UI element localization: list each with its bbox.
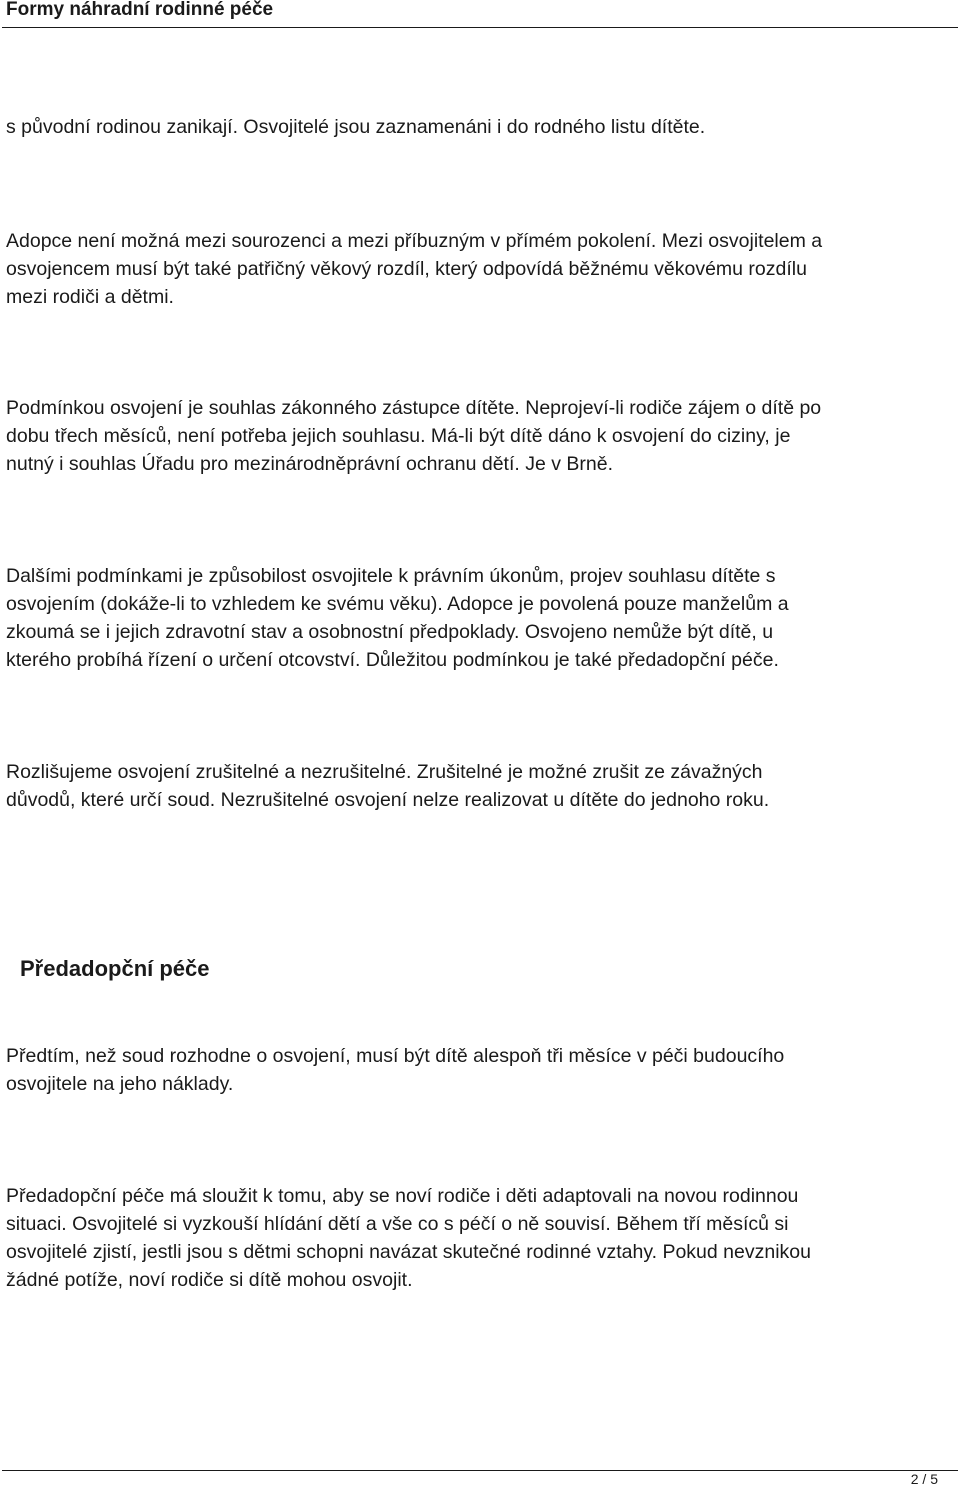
text-line: Podmínkou osvojení je souhlas zákonného zástupce dítěte. Neprojeví-li rodiče zájem o dítě po — [6, 397, 822, 419]
paragraph-consent-condition — [6, 394, 946, 478]
text-line: osvojením (dokáže-li to vzhledem ke svému věku). Adopce je povolená pouze manželům a — [6, 593, 789, 615]
paragraph-preadoption-purpose — [6, 1182, 946, 1294]
page-number: 2 / 5 — [910, 1471, 938, 1487]
text-line: žádné potíže, noví rodiče si dítě mohou osvojit. — [6, 1269, 413, 1291]
text-line: Dalšími podmínkami je způsobilost osvojitele k právním úkonům, projev souhlasu dítěte s — [6, 565, 776, 587]
text-line: Předadopční péče má sloužit k tomu, aby se noví rodiče i děti adaptovali na novou rodinnou — [6, 1185, 799, 1207]
paragraph-further-conditions — [6, 562, 946, 674]
text-line: dobu třech měsíců, není potřeba jejich souhlasu. Má-li být dítě dáno k osvojení do ciziny, je — [6, 425, 791, 447]
text-line: Adopce není možná mezi sourozenci a mezi příbuzným v přímém pokolení. Mezi osvojitelem a — [6, 230, 823, 252]
header-divider — [2, 27, 958, 28]
text-line: osvojitele na jeho náklady. — [6, 1073, 234, 1095]
text-line: zkoumá se i jejich zdravotní stav a osobnostní předpoklady. Osvojeno nemůže být dítě, u — [6, 621, 774, 643]
text-line: Rozlišujeme osvojení zrušitelné a nezrušitelné. Zrušitelné je možné zrušit ze závažných — [6, 761, 763, 783]
text-line: nutný i souhlas Úřadu pro mezinárodněprávní ochranu dětí. Je v Brně. — [6, 453, 614, 475]
paragraph-adoption-origin — [6, 113, 946, 141]
footer-divider — [2, 1470, 958, 1471]
text-line: s původní rodinou zanikají. Osvojitelé jsou zaznamenáni i do rodného listu dítěte. — [6, 116, 706, 138]
paragraph-adoption-limits — [6, 227, 946, 311]
text-line: osvojitelé zjistí, jestli jsou s dětmi schopni navázat skutečné rodinné vztahy. Pokud nevznikou — [6, 1241, 811, 1263]
section-heading: Předadopční péče — [20, 956, 210, 981]
text-line: mezi rodiči a dětmi. — [6, 286, 174, 308]
text-line: osvojencem musí být také patřičný věkový rozdíl, který odpovídá běžnému věkovému rozdílu — [6, 258, 807, 280]
text-line: důvodů, které určí soud. Nezrušitelné osvojení nelze realizovat u dítěte do jednoho roku. — [6, 789, 770, 811]
paragraph-preadoption-duration — [6, 1042, 946, 1098]
text-line: kterého probíhá řízení o určení otcovství. Důležitou podmínkou je také předadopční péče. — [6, 649, 779, 671]
text-line: Předtím, než soud rozhodne o osvojení, musí být dítě alespoň tři měsíce v péči budoucího — [6, 1045, 785, 1067]
paragraph-adoption-types — [6, 758, 946, 814]
document-title: Formy náhradní rodinné péče — [6, 0, 274, 20]
text-line: situaci. Osvojitelé si vyzkouší hlídání dětí a vše co s péčí o ně souvisí. Během tří měsíců si — [6, 1213, 789, 1235]
